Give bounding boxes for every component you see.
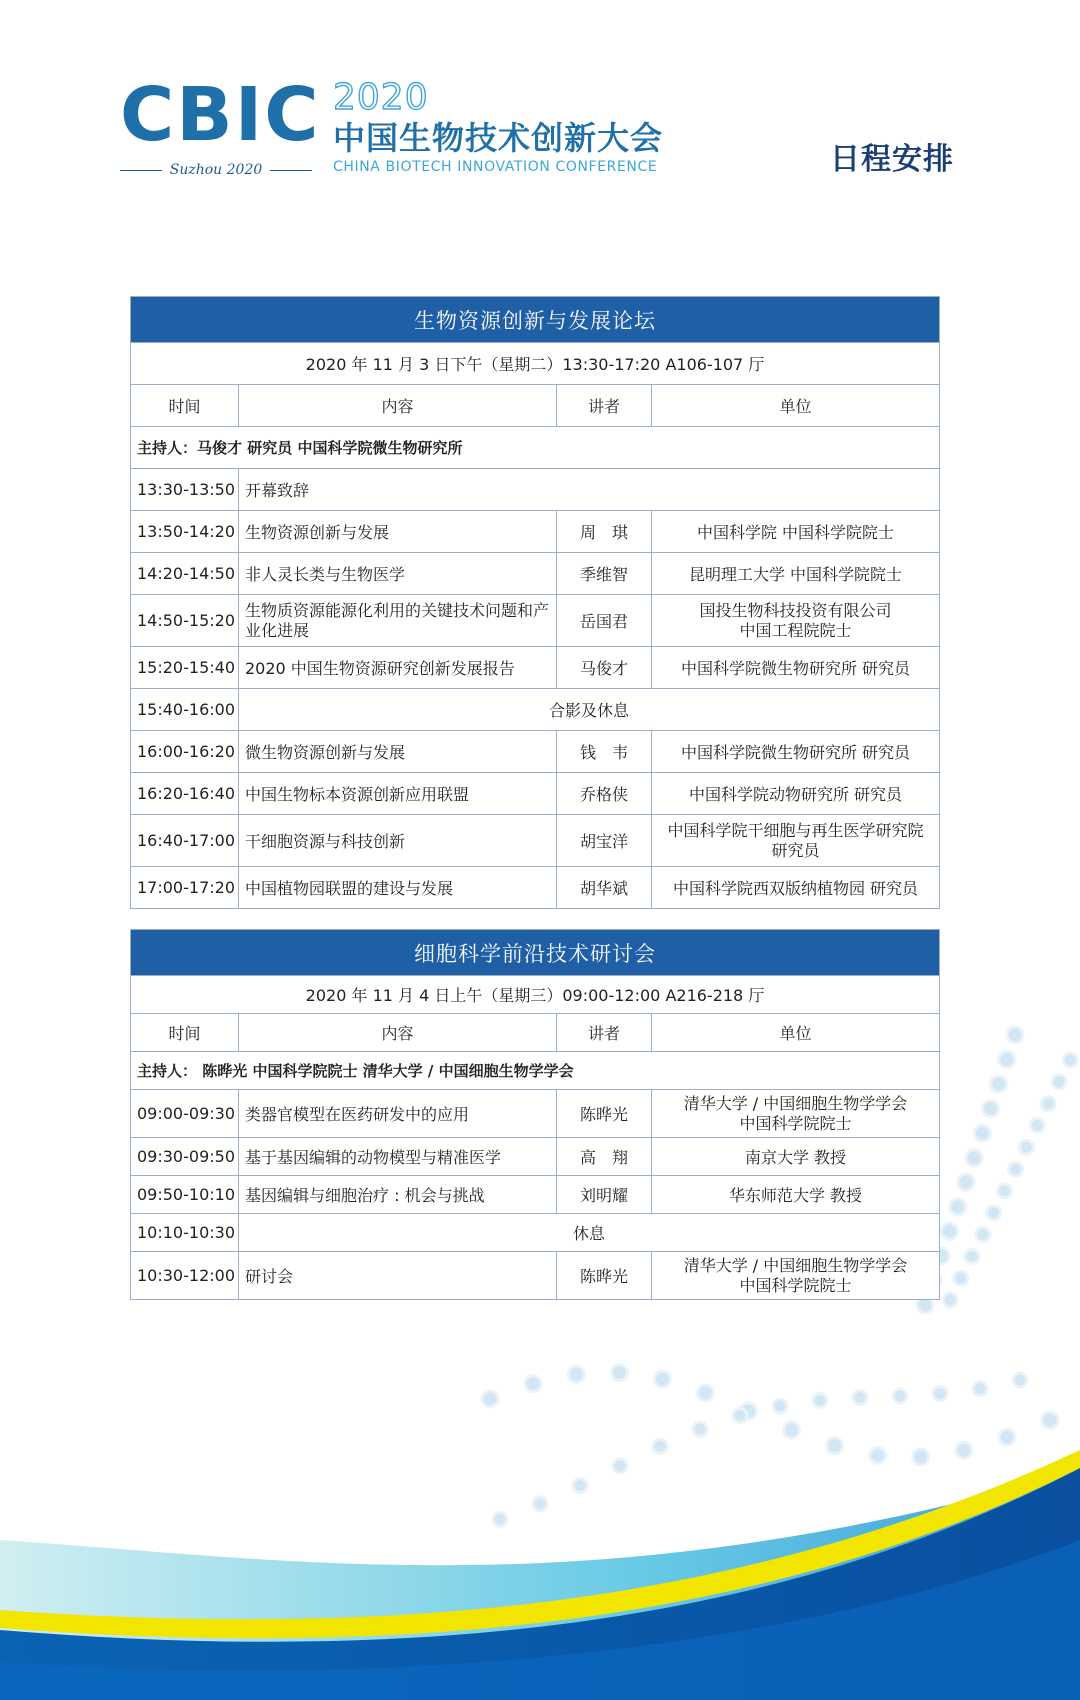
helix-dot [813, 1393, 827, 1407]
row-org [652, 1252, 940, 1300]
row-org: 中国科学院 中国科学院院士 [652, 511, 940, 553]
header-time: 时间 [131, 385, 239, 427]
row-content: 开幕致辞 [239, 469, 940, 511]
table-row [131, 1090, 940, 1138]
row-time: 15:40-16:00 [131, 689, 239, 731]
helix-dot [1019, 1140, 1033, 1154]
forum1-title: 生物资源创新与发展论坛 [131, 297, 940, 343]
logo-subtitle-text: Suzhou 2020 [169, 162, 263, 178]
row-content: 中国植物园联盟的建设与发展 [239, 867, 557, 909]
helix-dot [950, 1199, 966, 1215]
row-content: 微生物资源创新与发展 [239, 731, 557, 773]
row-time: 13:50-14:20 [131, 511, 239, 553]
helix-dot [773, 1399, 787, 1413]
row-content: 2020 中国生物资源研究创新发展报告 [239, 647, 557, 689]
helix-dot [1013, 1373, 1027, 1387]
helix-dot [733, 1408, 747, 1422]
header-content: 内容 [239, 1014, 557, 1052]
helix-dot [974, 1125, 990, 1141]
helix-dot [965, 1249, 979, 1263]
row-time: 09:30-09:50 [131, 1138, 239, 1176]
helix-dot [943, 1293, 957, 1307]
row-org: 华东师范大学 教授 [652, 1176, 940, 1214]
helix-dot [697, 1385, 713, 1401]
cbic-logo [120, 72, 321, 178]
helix-dot [954, 1271, 968, 1285]
helix-dot [827, 1438, 843, 1454]
helix-dot [613, 1459, 627, 1473]
row-time: 16:00-16:20 [131, 731, 239, 773]
helix-dot [987, 1206, 1001, 1220]
helix-dot [533, 1497, 547, 1511]
row-org-line2: 中国科学院院士 [739, 1113, 852, 1133]
row-time: 13:30-13:50 [131, 469, 239, 511]
table-header [131, 1014, 940, 1052]
table-row [131, 511, 940, 553]
forum2-table [130, 929, 940, 1300]
row-speaker: 岳国君 [557, 595, 652, 647]
row-time: 16:20-16:40 [131, 773, 239, 815]
row-speaker: 陈晔光 [557, 1252, 652, 1300]
table-header [131, 385, 940, 427]
helix-dot [568, 1366, 584, 1382]
table-row [131, 553, 940, 595]
helix-dot [493, 1512, 507, 1526]
helix-dot [1007, 1027, 1023, 1043]
helix-dot [1008, 1162, 1022, 1176]
conference-title-cn: 中国生物技术创新大会 [333, 119, 664, 157]
helix-dot [999, 1052, 1015, 1068]
helix-dot [740, 1403, 756, 1419]
logo-subtitle [120, 162, 312, 178]
helix-dot [611, 1364, 627, 1380]
row-org [652, 1090, 940, 1138]
helix-dot [870, 1447, 886, 1463]
conference-title-en: CHINA BIOTECH INNOVATION CONFERENCE [333, 159, 658, 175]
row-content: 研讨会 [239, 1252, 557, 1300]
helix-dot [999, 1429, 1015, 1445]
helix-dot [933, 1387, 947, 1401]
row-org-line1: 清华大学 / 中国细胞生物学学会 [683, 1255, 908, 1275]
helix-dot [942, 1223, 958, 1239]
helix-dot [976, 1228, 990, 1242]
row-org: 中国科学院西双版纳植物园 研究员 [652, 867, 940, 909]
row-time: 14:50-15:20 [131, 595, 239, 647]
row-org: 中国科学院微生物研究所 研究员 [652, 731, 940, 773]
row-org-line2: 中国科学院院士 [739, 1275, 852, 1295]
helix-dot [654, 1371, 670, 1387]
helix-dot [482, 1391, 498, 1407]
table-row [131, 1252, 940, 1300]
header-speaker: 讲者 [557, 385, 652, 427]
helix-dot [1063, 1053, 1077, 1067]
row-speaker: 胡宝洋 [557, 815, 652, 867]
logo-wordmark: CBIC [120, 72, 321, 158]
row-time: 09:00-09:30 [131, 1090, 239, 1138]
table-row [131, 731, 940, 773]
table-row [131, 1214, 940, 1252]
row-org: 中国科学院微生物研究所 研究员 [652, 647, 940, 689]
conference-title [333, 77, 664, 176]
row-content: 基因编辑与细胞治疗 : 机会与挑战 [239, 1176, 557, 1214]
row-speaker: 胡华斌 [557, 867, 652, 909]
row-org: 中国科学院动物研究所 研究员 [652, 773, 940, 815]
helix-dot [1042, 1412, 1058, 1428]
helix-dot [998, 1184, 1012, 1198]
forum1-datetime: 2020 年 11 月 3 日下午（星期二）13:30-17:20 A106-107 厅 [131, 343, 940, 385]
table-row [131, 773, 940, 815]
table-row [131, 689, 940, 731]
table-row [131, 469, 940, 511]
row-content: 非人灵长类与生物医学 [239, 553, 557, 595]
row-speaker: 钱 韦 [557, 731, 652, 773]
row-speaker: 乔格侠 [557, 773, 652, 815]
helix-dot [956, 1442, 972, 1458]
helix-dot [573, 1479, 587, 1493]
row-org [652, 815, 940, 867]
helix-dot [784, 1422, 800, 1438]
forum2-title: 细胞科学前沿技术研讨会 [131, 930, 940, 976]
helix-dot [1030, 1118, 1044, 1132]
row-time: 16:40-17:00 [131, 815, 239, 867]
row-org [652, 595, 940, 647]
row-time: 17:00-17:20 [131, 867, 239, 909]
helix-dot [1041, 1097, 1055, 1111]
row-content: 类器官模型在医药研发中的应用 [239, 1090, 557, 1138]
row-speaker: 周 琪 [557, 511, 652, 553]
helix-dot [893, 1389, 907, 1403]
row-org: 南京大学 教授 [652, 1138, 940, 1176]
helix-dot [525, 1376, 541, 1392]
header-speaker: 讲者 [557, 1014, 652, 1052]
header-org: 单位 [652, 1014, 940, 1052]
header-org: 单位 [652, 385, 940, 427]
row-org-line1: 中国科学院干细胞与再生医学研究院 [667, 820, 924, 840]
forum2-host: 主持人： 陈晔光 中国科学院院士 清华大学 / 中国细胞生物学学会 [131, 1052, 940, 1090]
helix-dot [853, 1391, 867, 1405]
table-row [131, 1176, 940, 1214]
row-time: 14:20-14:50 [131, 553, 239, 595]
conference-year: 2020 [333, 77, 429, 118]
row-speaker: 高 翔 [557, 1138, 652, 1176]
row-org-line1: 清华大学 / 中国细胞生物学学会 [683, 1093, 908, 1113]
row-org-line2: 中国工程院院士 [739, 620, 852, 640]
forum1-table [130, 296, 940, 909]
row-content: 生物质资源能源化利用的关键技术问题和产业化进展 [239, 595, 557, 647]
row-org-line2: 研究员 [771, 840, 820, 860]
table-row [131, 647, 940, 689]
row-content: 合影及休息 [239, 689, 940, 731]
row-content: 干细胞资源与科技创新 [239, 815, 557, 867]
row-time: 10:30-12:00 [131, 1252, 239, 1300]
row-time: 09:50-10:10 [131, 1176, 239, 1214]
schedule-label: 日程安排 [830, 142, 954, 177]
row-content: 中国生物标本资源创新应用联盟 [239, 773, 557, 815]
helix-dot [973, 1382, 987, 1396]
forum1-host: 主持人：马俊才 研究员 中国科学院微生物研究所 [131, 427, 940, 469]
row-speaker: 马俊才 [557, 647, 652, 689]
helix-dot [991, 1076, 1007, 1092]
row-content: 休息 [239, 1214, 940, 1252]
row-speaker: 陈晔光 [557, 1090, 652, 1138]
table-row [131, 595, 940, 647]
row-speaker: 季维智 [557, 553, 652, 595]
row-org-line1: 国投生物科技投资有限公司 [699, 600, 892, 620]
row-content: 生物资源创新与发展 [239, 511, 557, 553]
header-content: 内容 [239, 385, 557, 427]
forum2-datetime: 2020 年 11 月 4 日上午（星期三）09:00-12:00 A216-218 厅 [131, 976, 940, 1014]
helix-dot [1052, 1075, 1066, 1089]
table-row [131, 815, 940, 867]
helix-dot [653, 1439, 667, 1453]
helix-dot [982, 1101, 998, 1117]
helix-dot [966, 1150, 982, 1166]
table-row [131, 1138, 940, 1176]
helix-dot [958, 1174, 974, 1190]
table-row [131, 867, 940, 909]
row-time: 15:20-15:40 [131, 647, 239, 689]
row-time: 10:10-10:30 [131, 1214, 239, 1252]
row-speaker: 刘明耀 [557, 1176, 652, 1214]
row-org: 昆明理工大学 中国科学院院士 [652, 553, 940, 595]
helix-dot [693, 1422, 707, 1436]
row-content: 基于基因编辑的动物模型与精准医学 [239, 1138, 557, 1176]
header-time: 时间 [131, 1014, 239, 1052]
helix-dot [913, 1449, 929, 1465]
